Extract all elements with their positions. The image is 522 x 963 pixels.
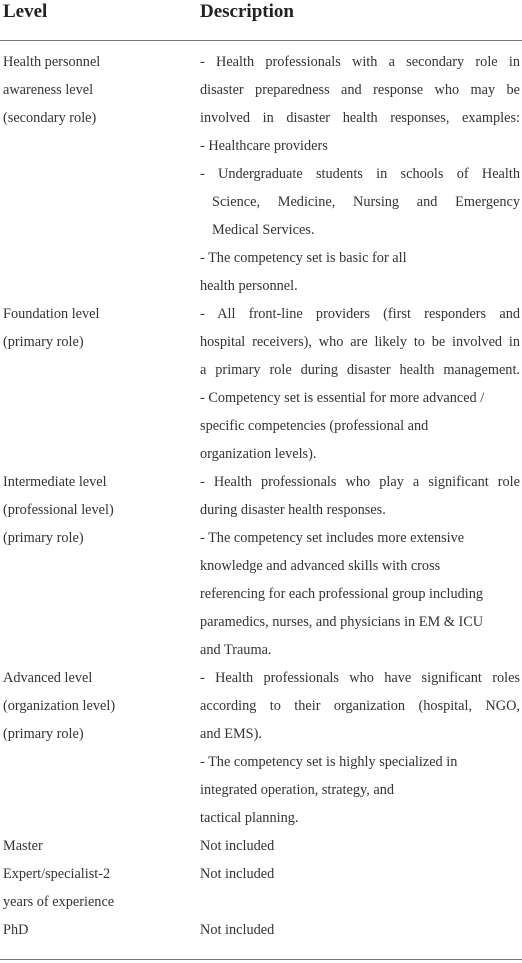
level-line: Master — [3, 838, 43, 854]
level-cell — [3, 832, 183, 860]
header-level: Level — [3, 1, 48, 22]
level-line: PhD — [3, 922, 29, 938]
description-line: and EMS). — [200, 726, 262, 742]
level-line: years of experience — [3, 894, 115, 910]
level-line: (professional level) — [3, 502, 114, 518]
level-cell — [3, 860, 183, 916]
description-line: a primary role during disaster health management. — [200, 362, 520, 378]
level-cell — [3, 916, 183, 944]
description-line: - Health professionals with a secondary role in — [200, 54, 520, 70]
description-cell — [200, 468, 520, 664]
level-line: awareness level — [3, 82, 94, 98]
description-line: - Undergraduate students in schools of Health — [200, 166, 520, 182]
level-line: Intermediate level — [3, 474, 107, 490]
description-line: Science, Medicine, Nursing and Emergency — [212, 194, 520, 210]
description-line: health personnel. — [200, 278, 298, 294]
level-cell — [3, 300, 183, 356]
description-line: Not included — [200, 866, 275, 882]
header-description: Description — [200, 1, 294, 22]
description-cell — [200, 860, 520, 888]
description-line: - The competency set includes more extensive — [200, 530, 465, 546]
description-cell — [200, 48, 520, 300]
description-line: knowledge and advanced skills with cross — [200, 558, 441, 574]
level-line: (primary role) — [3, 726, 84, 742]
level-line: (organization level) — [3, 698, 116, 714]
level-line: Health personnel — [3, 54, 101, 70]
level-cell — [3, 664, 183, 748]
description-line: integrated operation, strategy, and — [200, 782, 394, 798]
description-line: - Health professionals who have significant roles — [200, 670, 520, 686]
description-line: - The competency set is basic for all — [200, 250, 407, 266]
description-line: hospital receivers), who are likely to be involved in — [200, 334, 520, 350]
description-cell — [200, 832, 520, 860]
description-line: - Health professionals who play a significant role — [200, 474, 520, 490]
level-line: Advanced level — [3, 670, 93, 686]
description-line: during disaster health responses. — [200, 502, 386, 518]
level-line: (secondary role) — [3, 110, 97, 126]
description-line: organization levels). — [200, 446, 317, 462]
description-cell — [200, 916, 520, 944]
description-line: specific competencies (professional and — [200, 418, 429, 434]
level-line: Expert/specialist-2 — [3, 866, 111, 882]
description-line: - The competency set is highly specialized in — [200, 754, 458, 770]
description-line: Medical Services. — [212, 222, 315, 238]
description-cell — [200, 664, 520, 832]
description-line: tactical planning. — [200, 810, 299, 826]
level-line: (primary role) — [3, 530, 84, 546]
level-line: Foundation level — [3, 306, 100, 322]
description-line: involved in disaster health responses, examples: — [200, 110, 520, 126]
description-line: - Competency set is essential for more advanced / — [200, 390, 485, 406]
level-cell — [3, 468, 183, 552]
description-line: according to their organization (hospital, NGO, — [200, 698, 520, 714]
level-line: (primary role) — [3, 334, 84, 350]
description-line: disaster preparedness and response who may be — [200, 82, 520, 98]
description-line: and Trauma. — [200, 642, 272, 658]
description-line: paramedics, nurses, and physicians in EM & ICU — [200, 614, 484, 630]
description-line: - Healthcare providers — [200, 138, 328, 154]
header-rule — [0, 40, 522, 41]
description-line: Not included — [200, 838, 275, 854]
bottom-rule — [0, 959, 522, 960]
description-line: Not included — [200, 922, 275, 938]
description-line: - All front-line providers (first responders and — [200, 306, 520, 322]
description-cell — [200, 300, 520, 468]
description-line: referencing for each professional group including — [200, 586, 484, 602]
level-cell — [3, 48, 183, 132]
table-header — [0, 0, 522, 42]
